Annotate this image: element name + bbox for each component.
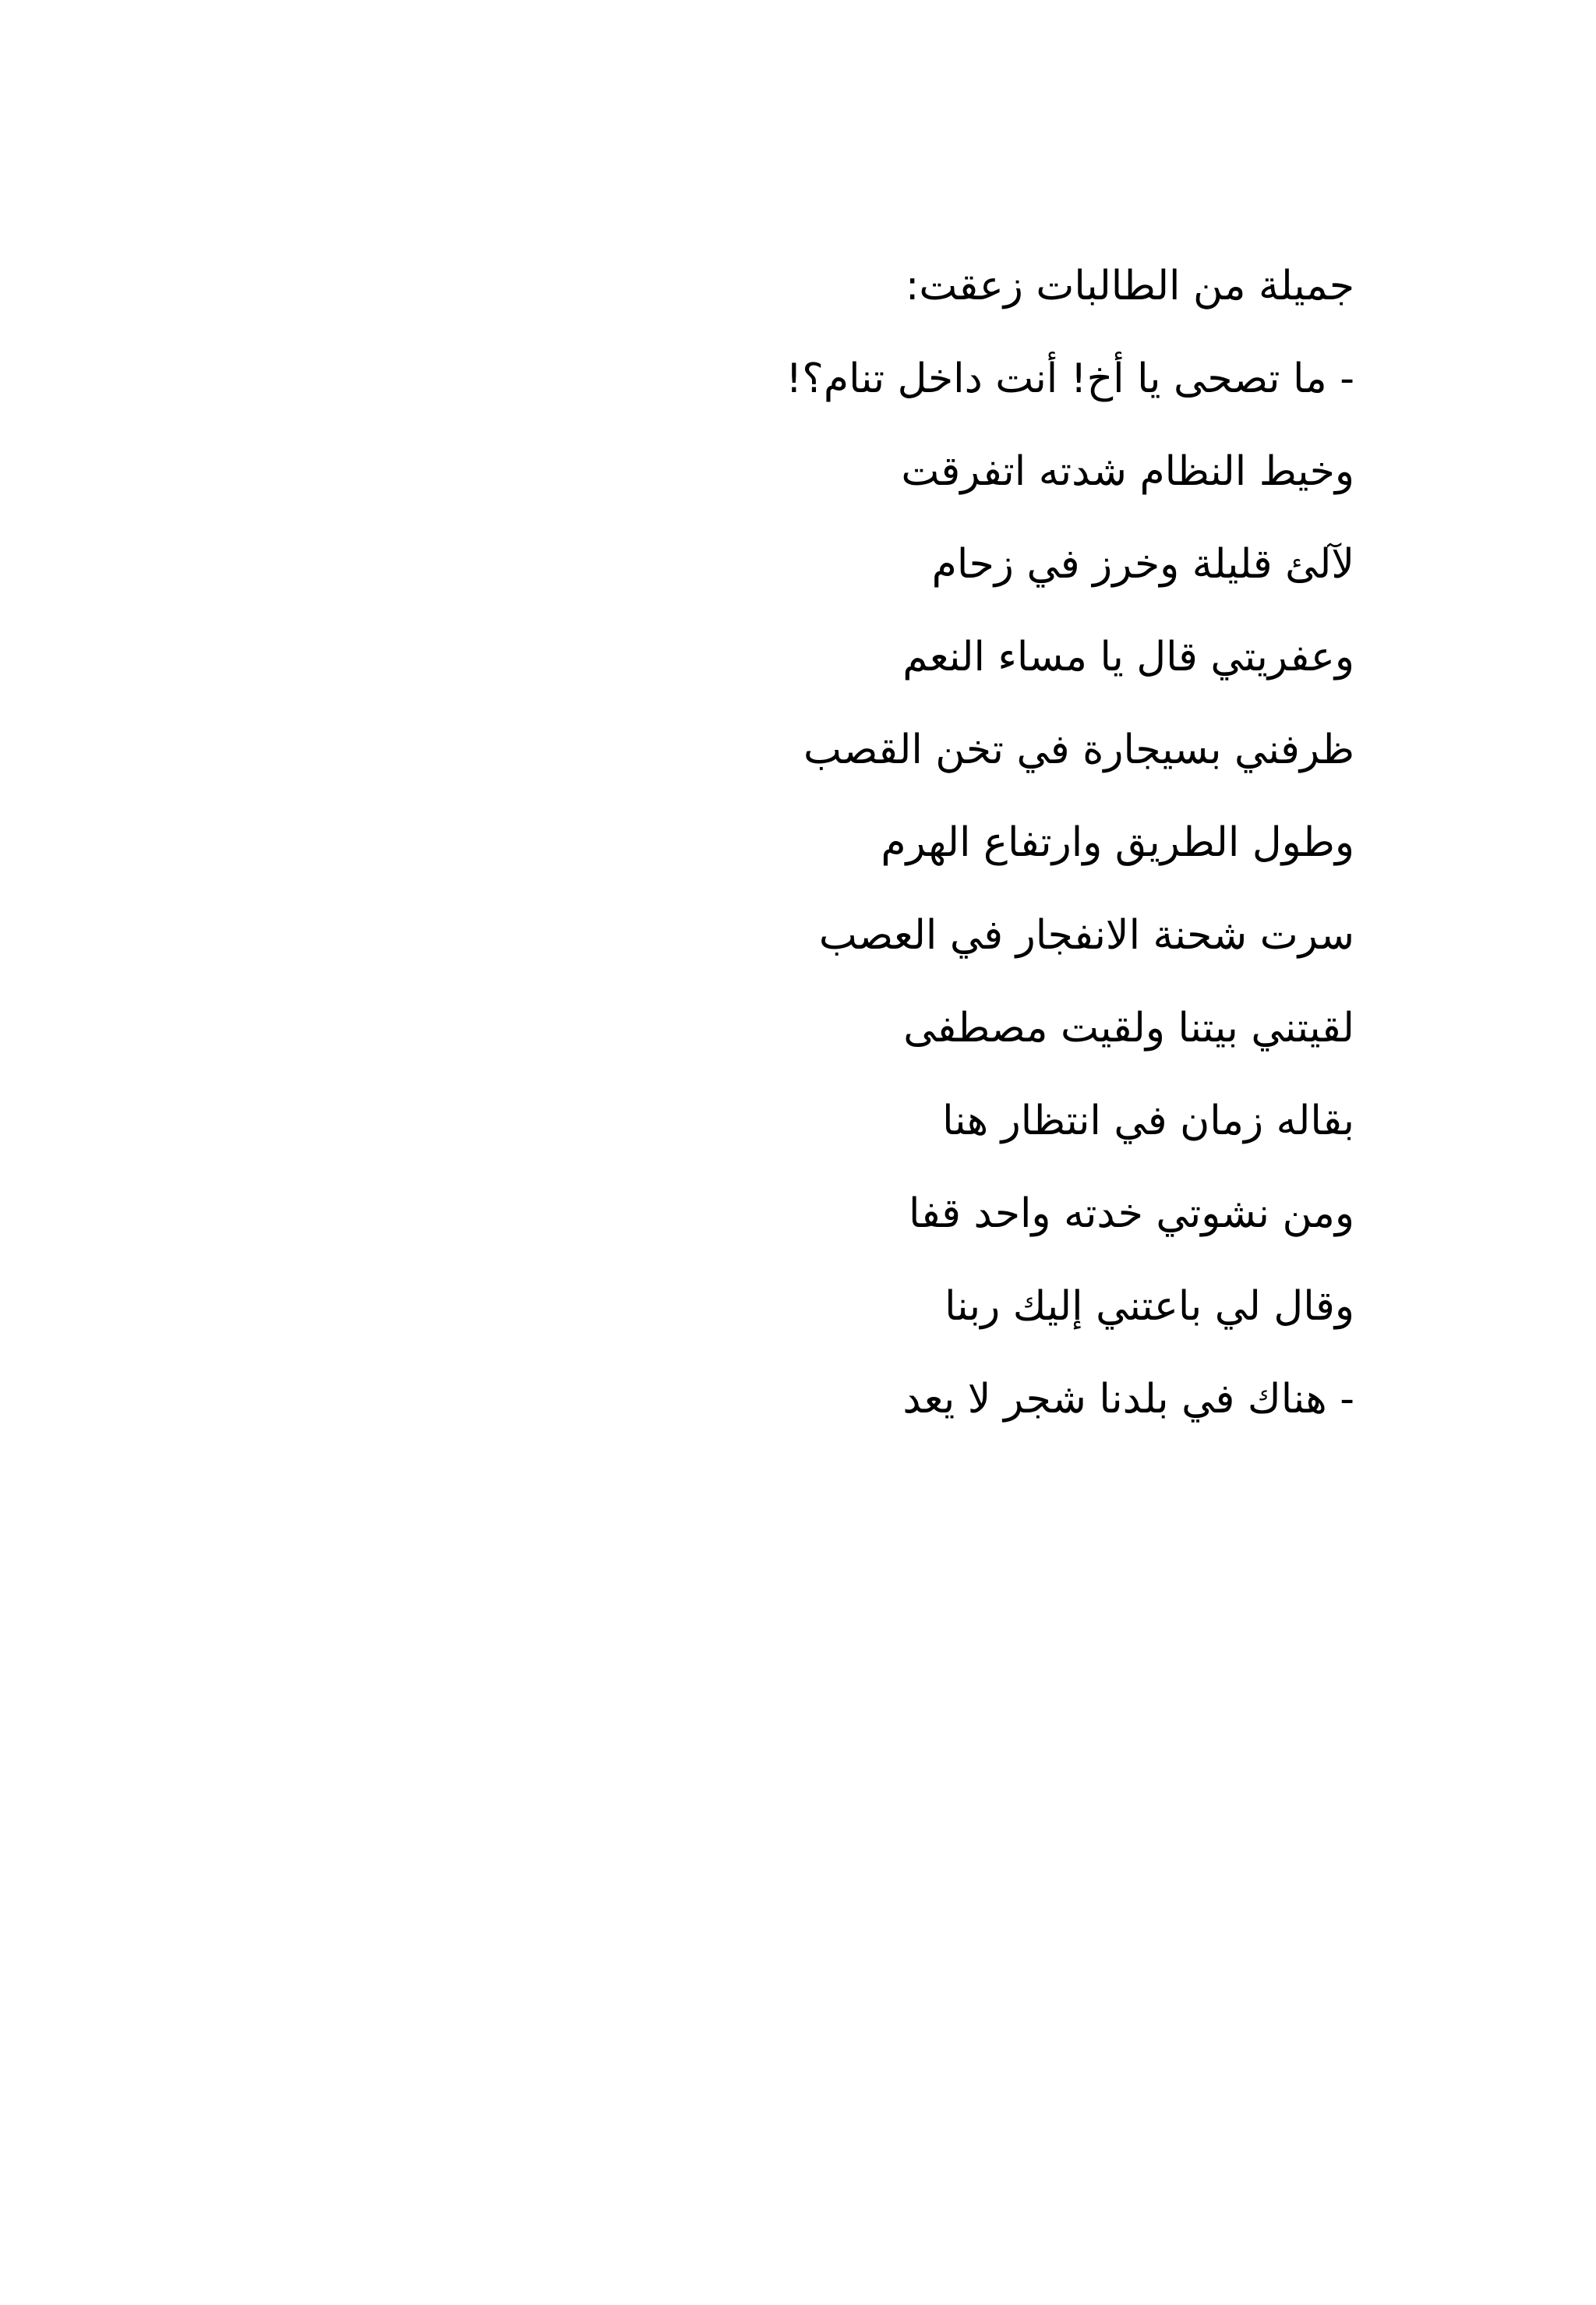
poem-line: بقاله زمان في انتظار هنا bbox=[942, 1098, 1354, 1144]
poem-line: ومن نشوتي خدته واحد قفا bbox=[909, 1190, 1354, 1237]
poem-body bbox=[419, 240, 1354, 1446]
poem-line: - هناك في بلدنا شجر لا يعد bbox=[902, 1376, 1354, 1423]
poem-line: وخيط النظام شدته اتفرقت bbox=[901, 448, 1354, 495]
poem-line: وقال لي باعتني إليك ربنا bbox=[945, 1283, 1354, 1330]
poem-line: سرت شحنة الانفجار في العصب bbox=[818, 912, 1354, 959]
poem-line: لآلئ قليلة وخرز في زحام bbox=[931, 541, 1354, 588]
poem-line: - ما تصحى يا أخ! أنت داخل تنام؟! bbox=[786, 355, 1354, 402]
poem-line: جميلة من الطالبات زعقت: bbox=[905, 263, 1354, 309]
poem-line: لقيتني بيتنا ولقيت مصطفى bbox=[903, 1005, 1354, 1052]
poem-line: وطول الطريق وارتفاع الهرم bbox=[881, 819, 1354, 866]
poem-line: وعفريتي قال يا مساء النعم bbox=[902, 634, 1354, 681]
poem-line: ظرفني بسيجارة في تخن القصب bbox=[803, 726, 1354, 773]
